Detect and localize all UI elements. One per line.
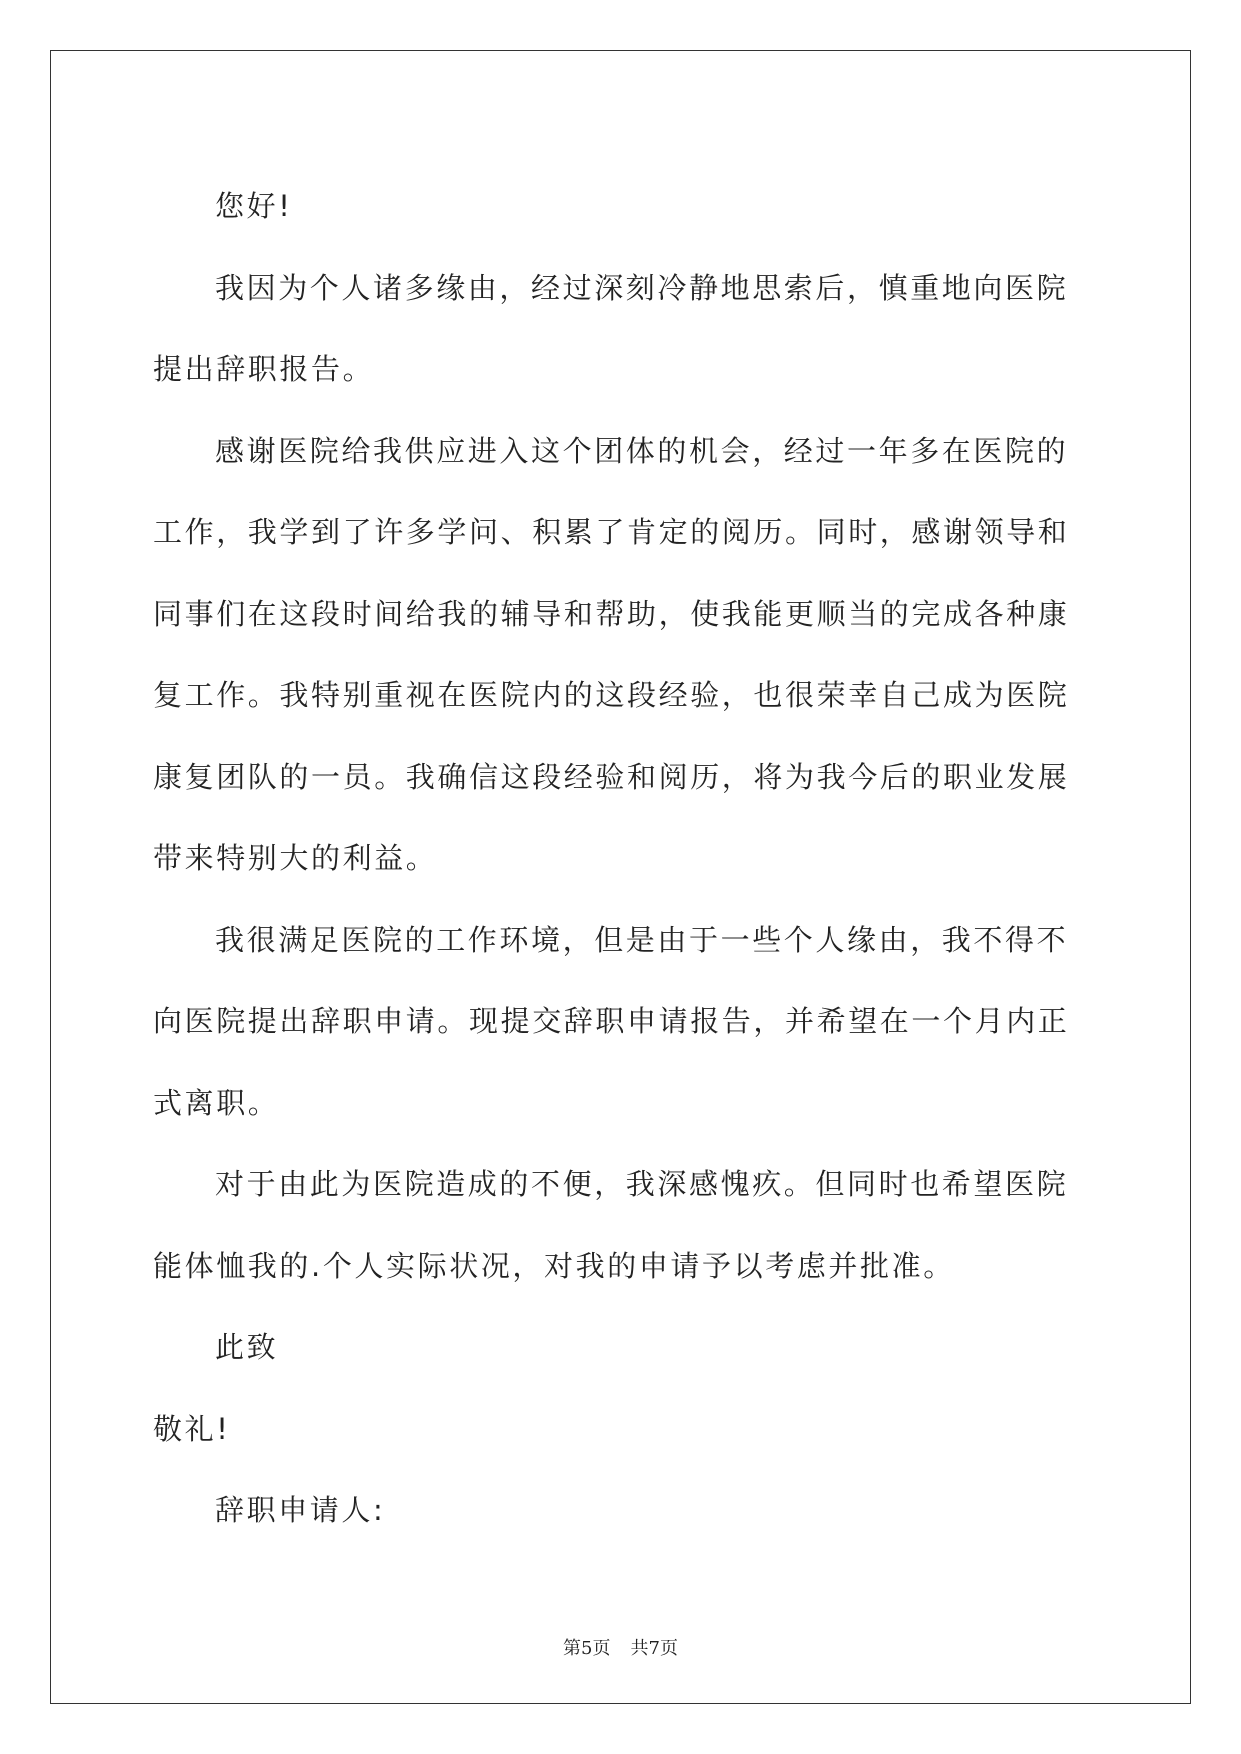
letter-body bbox=[153, 166, 1090, 1552]
page-number-current: 第5页 bbox=[563, 1638, 611, 1659]
closing-line-1: 此致 bbox=[215, 1330, 279, 1364]
closing-line-2: 敬礼! bbox=[153, 1411, 231, 1446]
paragraph-thanks: 感谢医院给我供应进入这个团体的机会，经过一年多在医院的工作，我学到了许多学问、积累了肯定的阅历。同时，感谢领导和同事们在这段时间给我的辅导和帮助，使我能更顺当的完成各种康复工作。我特别重视在医院内的这段经验，也很荣幸自己成为医院康复团队的一员。我确信这段经验和阅历，将为我今后的职业发展带来特别大的利益。 bbox=[153, 433, 1070, 875]
greeting: 您好! bbox=[215, 189, 293, 223]
paragraph-request: 我很满足医院的工作环境，但是由于一些个人缘由，我不得不向医院提出辞职申请。现提交辞职申请报告，并希望在一个月内正式离职。 bbox=[153, 922, 1070, 1120]
page-number-total: 共7页 bbox=[630, 1638, 678, 1659]
paragraph-apology: 对于由此为医院造成的不便，我深感愧疚。但同时也希望医院能体恤我的.个人实际状况，对我的申请予以考虑并批准。 bbox=[153, 1167, 1069, 1283]
page-footer bbox=[0, 1634, 1241, 1660]
paragraph-reason: 我因为个人诸多缘由，经过深刻冷静地思索后，慎重地向医院提出辞职报告。 bbox=[153, 270, 1069, 386]
signature-label: 辞职申请人: bbox=[215, 1493, 386, 1527]
